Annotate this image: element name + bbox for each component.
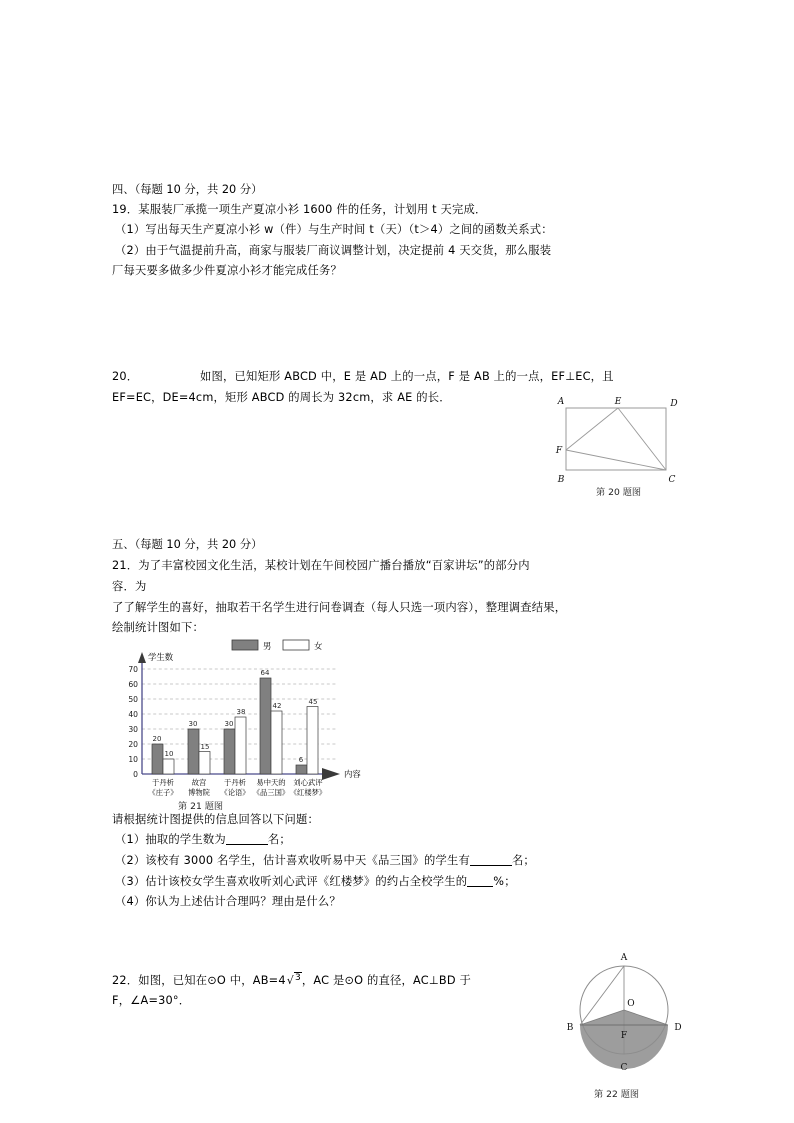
question-21-line-3: 了了解学生的喜好，抽取若干名学生进行问卷调查（每人只选一项内容），整理调查结果， <box>112 601 567 614</box>
question-21-sub-2-text-b: 名； <box>511 854 535 867</box>
legend-swatch-female <box>283 640 309 650</box>
category-label-4-line-2: 《品三国》 <box>252 788 290 797</box>
question-21-sub-2-text-a: （2）该校有 3000 名学生，估计喜欢收听易中天《品三国》的学生有 <box>115 854 470 867</box>
bar-value-male-1: 20 <box>152 735 162 743</box>
figure-20-label-c: C <box>668 475 676 485</box>
category-label-3-line-1: 于丹析 <box>224 778 246 787</box>
figure-22-label-b: B <box>566 1023 574 1033</box>
figure-22-caption: 第 22 题图 <box>594 1089 640 1100</box>
figure-20-label-d: D <box>670 399 678 409</box>
question-22-text-a: 22．如图，已知在⊙O 中，AB=4 <box>112 974 286 987</box>
question-20-number: 20． <box>112 370 139 383</box>
chart-category-labels <box>148 778 326 797</box>
bar-female-1 <box>163 759 174 774</box>
question-20-line-2: EF=EC，DE=4cm，矩形 ABCD 的周长为 32cm，求 AE 的长． <box>112 391 451 404</box>
bar-female-4 <box>271 711 282 774</box>
svg-text:70: 70 <box>128 665 138 674</box>
chart-legend <box>232 640 323 651</box>
bar-male-2 <box>188 729 199 774</box>
bar-group-3 <box>224 708 246 774</box>
figure-20-label-e: E <box>614 397 622 407</box>
category-label-3-line-2: 《论语》 <box>220 788 250 797</box>
question-19-part-1: （1）写出每天生产夏凉小衫 w（件）与生产时间 t（天）（t＞4）之间的函数关系式： <box>115 223 553 236</box>
circle-o-diagram <box>552 948 702 1083</box>
bar-female-3 <box>235 717 246 774</box>
bar-female-2 <box>199 752 210 775</box>
bar-group-1 <box>152 735 174 774</box>
svg-text:40: 40 <box>128 710 138 719</box>
category-label-2-line-1: 故宫 <box>191 778 207 787</box>
students-by-content-chart <box>112 638 364 806</box>
question-20-line-1: 如图，已知矩形 ABCD 中，E 是 AD 上的一点，F 是 AB 上的一点，EF⊥EC，且 <box>200 370 614 383</box>
question-21-sub-2 <box>115 851 535 872</box>
question-21-line-4: 绘制统计图如下： <box>112 621 204 634</box>
legend-label-male: 男 <box>263 641 272 651</box>
chart-y-tick-labels <box>128 665 138 779</box>
figure-22-label-o: O <box>627 999 635 1009</box>
bar-male-5 <box>296 765 307 774</box>
figure-21-caption: 第 21 题图 <box>178 801 224 812</box>
category-label-1-line-2: 《庄子》 <box>148 788 178 797</box>
bar-female-5 <box>307 707 318 775</box>
figure-20-caption: 第 20 题图 <box>596 487 642 498</box>
answer-blank-3[interactable] <box>467 875 493 887</box>
question-21-sub-3-text-a: （3）估计该校女学生喜欢收听刘心武评《红楼梦》的约占全校学生的 <box>115 875 468 888</box>
question-22-line-2: F，∠A=30°． <box>112 994 191 1007</box>
chart-y-axis-title: 学生数 <box>148 652 174 662</box>
section-4-heading: 四、（每题 10 分，共 20 分） <box>112 183 263 196</box>
svg-text:0: 0 <box>133 770 138 779</box>
question-19-part-2-line-1: （2）由于气温提前升高，商家与服装厂商议调整计划，决定提前 4 天交货，那么服装 <box>115 244 552 257</box>
bar-value-female-1: 10 <box>164 750 174 758</box>
legend-swatch-male <box>232 640 258 650</box>
category-label-5-line-2: 《红楼梦》 <box>289 788 327 797</box>
question-20-figure <box>548 393 696 493</box>
question-21-sub-4: （4）你认为上述估计合理吗？理由是什么？ <box>115 895 341 908</box>
radical-sign: √ <box>286 974 294 987</box>
figure-20-label-f: F <box>555 446 563 456</box>
question-19-stem: 19．某服装厂承揽一项生产夏凉小衫 1600 件的任务，计划用 t 天完成． <box>112 203 487 216</box>
bar-group-5 <box>296 698 318 774</box>
question-21-line-1: 21．为了丰富校园文化生活，某校计划在午间校园广播台播放“百家讲坛”的部分内 <box>112 559 530 572</box>
bar-group-2 <box>188 720 210 774</box>
segment-ec <box>618 408 666 470</box>
question-19-part-2-line-2: 厂每天要多做多少件夏凉小衫才能完成任务？ <box>112 264 342 277</box>
segment-fc <box>566 450 666 470</box>
svg-text:60: 60 <box>128 680 138 689</box>
figure-22-label-a: A <box>620 953 628 963</box>
bar-value-male-4: 64 <box>260 669 270 677</box>
question-21-sub-1-text-a: （1）抽取的学生数为 <box>115 833 226 846</box>
svg-text:30: 30 <box>128 725 138 734</box>
category-label-5-line-1: 刘心武评 <box>293 778 323 787</box>
bar-male-1 <box>152 744 163 774</box>
segment-fe <box>566 408 618 450</box>
question-21-sub-3-text-b: %； <box>493 875 516 888</box>
question-21-sub-1 <box>115 830 291 851</box>
bar-value-female-2: 15 <box>200 743 210 751</box>
bar-value-male-5: 6 <box>298 756 304 764</box>
bar-value-male-2: 30 <box>188 720 198 728</box>
question-21-prompt: 请根据统计图提供的信息回答以下问题： <box>112 813 319 826</box>
question-21-line-2: 容．为 <box>112 580 147 593</box>
category-label-1-line-1: 于丹析 <box>152 778 174 787</box>
rect-abcd-outline <box>566 408 666 470</box>
section-5-heading: 五、（每题 10 分，共 20 分） <box>112 538 263 551</box>
figure-22-label-f: F <box>620 1031 628 1041</box>
legend-label-female: 女 <box>314 641 323 651</box>
figure-22-label-c: C <box>620 1063 628 1073</box>
bar-value-male-3: 30 <box>224 720 234 728</box>
chart-x-axis-title: 内容 <box>344 769 361 779</box>
bar-value-female-5: 45 <box>308 698 318 706</box>
answer-blank-2[interactable] <box>470 854 512 866</box>
svg-text:10: 10 <box>128 755 138 764</box>
bar-group-4 <box>260 669 282 774</box>
figure-22-label-d: D <box>674 1023 682 1033</box>
category-label-4-line-1: 易中天的 <box>256 778 286 787</box>
category-label-2-line-2: 博物院 <box>188 788 210 797</box>
bar-value-female-4: 42 <box>272 702 282 710</box>
question-22-text-b: ，AC 是⊙O 的直径，AC⊥BD 于 <box>301 974 472 987</box>
question-21-bar-chart <box>112 638 364 806</box>
bar-male-4 <box>260 678 271 774</box>
svg-text:50: 50 <box>128 695 138 704</box>
question-22-line-1 <box>112 971 471 992</box>
question-22-figure <box>552 948 702 1083</box>
answer-blank-1[interactable] <box>226 833 268 845</box>
bar-male-3 <box>224 729 235 774</box>
rectangle-abcd-diagram <box>548 393 696 493</box>
radicand: 3 <box>294 973 301 983</box>
square-root-expression <box>286 971 302 992</box>
bar-value-female-3: 38 <box>236 708 246 716</box>
question-21-sub-1-text-b: 名； <box>267 833 291 846</box>
svg-text:20: 20 <box>128 740 138 749</box>
question-21-sub-3 <box>115 872 516 893</box>
figure-20-label-a: A <box>557 397 565 407</box>
chart-y-axis <box>138 652 146 774</box>
figure-20-label-b: B <box>557 475 565 485</box>
